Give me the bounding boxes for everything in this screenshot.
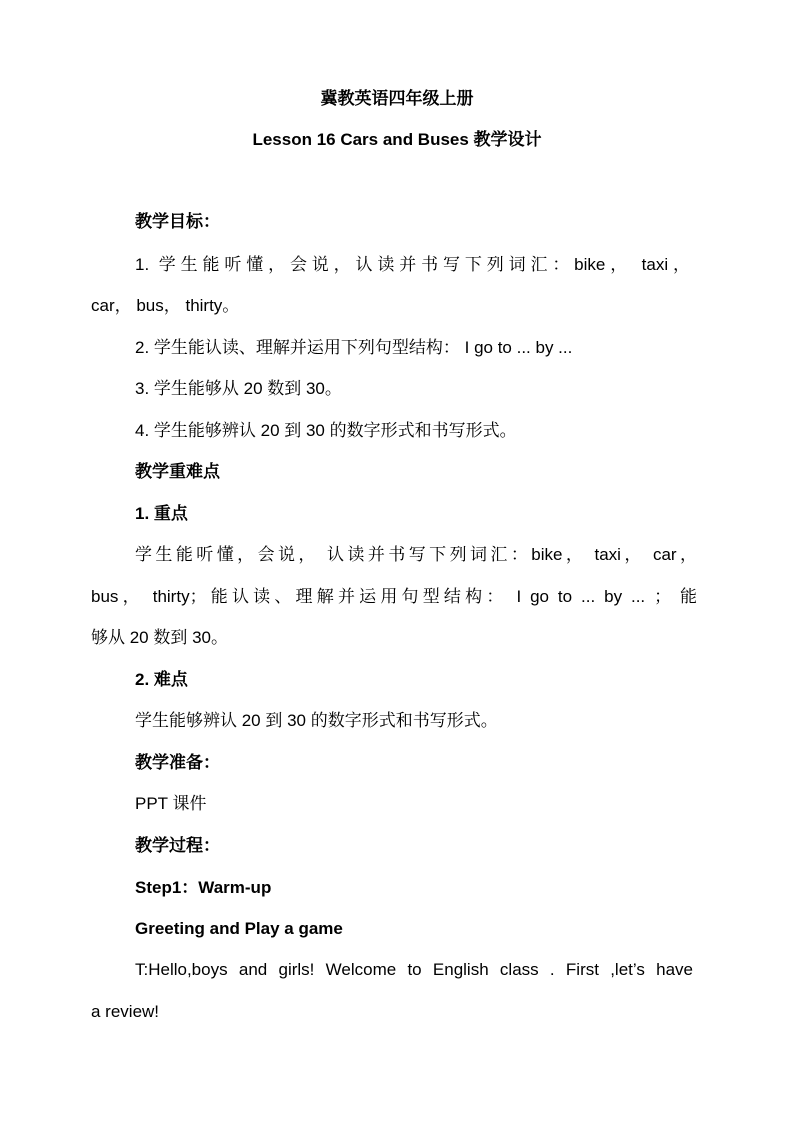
preparation-heading: 教学准备： <box>135 753 220 772</box>
dialogue-line-1: T:Hello,boys and girls! Welcome to English class . First ,let’s have <box>135 960 693 979</box>
process-heading: 教学过程： <box>135 836 220 855</box>
objective-2: 2. 学生能认读、理解并运用下列句型结构： I go to ... by ... <box>135 338 573 357</box>
difficult-points-text: 学生能够辨认 20 到 30 的数字形式和书写形式。 <box>135 711 498 730</box>
key-difficult-heading: 教学重难点 <box>135 462 220 481</box>
objectives-heading: 教学目标： <box>135 212 220 231</box>
key-points-heading: 1. 重点 <box>135 504 188 523</box>
document-subtitle: Lesson 16 Cars and Buses 教学设计 <box>252 130 542 149</box>
step1-heading: Step1：Warm-up <box>135 878 272 897</box>
key-points-line-1: 学生能听懂，会说， 认读并书写下列词汇：bike， taxi， car， <box>135 545 697 564</box>
key-points-line-2: bus， thirty；能认读、理解并运用句型结构： I go to ... by ... ； 能 <box>91 587 697 606</box>
preparation-text: PPT 课件 <box>135 794 207 813</box>
objective-1-line-2: car， bus， thirty。 <box>91 296 240 315</box>
dialogue-line-2: a review! <box>91 1002 160 1021</box>
objective-3: 3. 学生能够从 20 数到 30。 <box>135 379 342 398</box>
objective-1-line-1: 1. 学生能听懂，会说，认读并书写下列词汇：bike， taxi， <box>135 255 690 274</box>
objective-4: 4. 学生能够辨认 20 到 30 的数字形式和书写形式。 <box>135 421 517 440</box>
difficult-points-heading: 2. 难点 <box>135 670 188 689</box>
key-points-line-3: 够从 20 数到 30。 <box>91 628 228 647</box>
step1-subheading: Greeting and Play a game <box>135 919 343 938</box>
document-title: 冀教英语四年级上册 <box>320 89 474 108</box>
